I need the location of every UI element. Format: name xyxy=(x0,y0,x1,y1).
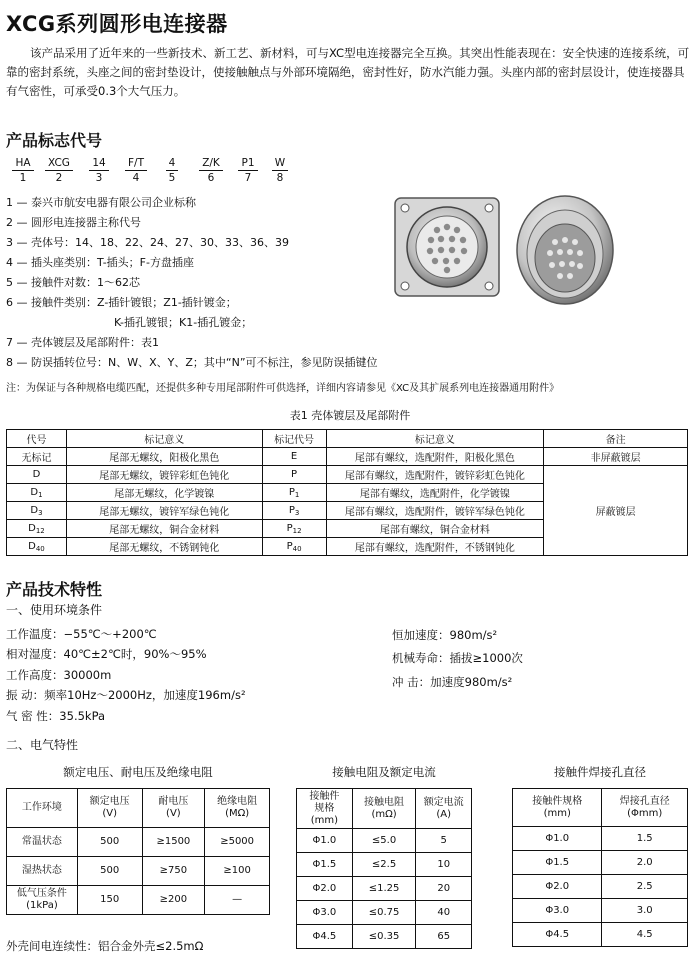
remark-cell: 屏蔽镀层 xyxy=(544,466,688,556)
table-cell: 尾部有螺纹，选配附件，镀锌军绿色钝化 xyxy=(326,502,544,520)
env-heading: 一、使用环境条件 xyxy=(6,603,103,617)
table-cell: $D_{40}$ xyxy=(7,538,67,556)
table-row xyxy=(297,853,472,877)
table-cell: Φ1.0 xyxy=(297,829,353,853)
table-cell: 150 xyxy=(77,886,142,915)
table-cell: ≥750 xyxy=(142,857,205,886)
table-cell: ≤1.25 xyxy=(352,877,416,901)
table-cell: Φ1.5 xyxy=(297,853,353,877)
table-cell: 2.0 xyxy=(602,851,688,875)
table-cell: 5 xyxy=(416,829,472,853)
table-cell: ≤0.35 xyxy=(352,925,416,949)
table2-caption: 额定电压、耐电压及绝缘电阻 xyxy=(63,765,213,779)
section-heading-code: 产品标志代号 xyxy=(6,131,103,150)
table-cell: 3.0 xyxy=(602,899,688,923)
table-row xyxy=(513,851,688,875)
shell-continuity: 外壳间电连续性：铝合金外壳≤2.5mΩ xyxy=(6,939,204,953)
table-cell: E xyxy=(262,448,326,466)
table-header-row xyxy=(7,789,270,828)
table-header: 额定电流 (A) xyxy=(416,789,472,829)
definition-6-cont: K-插孔镀银；K1-插孔镀金； xyxy=(114,316,253,329)
env-mechanical-life: 机械寿命：插拔≥1000次 xyxy=(392,651,523,665)
table-cell: Φ1.5 xyxy=(513,851,602,875)
round-plug-image xyxy=(510,190,620,310)
table3-caption: 接触电阻及额定电流 xyxy=(332,765,436,779)
table-row xyxy=(7,448,688,466)
table-row xyxy=(513,875,688,899)
table2 xyxy=(6,788,270,915)
remark-cell: 非屏蔽镀层 xyxy=(544,448,688,466)
table-cell: 10 xyxy=(416,853,472,877)
table-cell: $P_3$ xyxy=(262,502,326,520)
square-flange-receptacle-image xyxy=(385,194,515,304)
table-cell: Φ4.5 xyxy=(513,923,602,947)
table-row xyxy=(513,899,688,923)
table-header: 焊接孔直径 (Φmm) xyxy=(602,789,688,827)
table-cell: ≤5.0 xyxy=(352,829,416,853)
env-shock: 冲 击：加速度980m/s² xyxy=(392,675,513,689)
definition-6: 6 — 接触件类别：Z-插针镀银；Z1-插针镀金； xyxy=(6,296,237,309)
definition-7: 7 — 壳体镀层及尾部附件：表1 xyxy=(6,336,159,349)
table-row xyxy=(297,829,472,853)
env-altitude: 工作高度：30000m xyxy=(6,668,112,682)
env-acceleration: 恒加速度：980m/s² xyxy=(392,628,498,642)
table-row xyxy=(7,828,270,857)
table-cell: 500 xyxy=(77,828,142,857)
definition-8: 8 — 防误插转位号：N、W、X、Y、Z；其中“N”可不标注，参见防误插键位 xyxy=(6,356,378,369)
page-title: XCG系列圆形电连接器 xyxy=(6,12,228,36)
code-part: Z/K 6 xyxy=(190,156,232,185)
code-breakdown xyxy=(8,156,296,185)
table-cell: $D_{12}$ xyxy=(7,520,67,538)
table-cell: 尾部无螺纹，化学镀镍 xyxy=(66,484,262,502)
code-part: XCG 2 xyxy=(38,156,80,185)
definition-1: 1 — 泰兴市航安电器有限公司企业标称 xyxy=(6,196,196,209)
table-header: 标记意义 xyxy=(66,430,262,448)
table-cell: 湿热状态 xyxy=(7,857,78,886)
table-cell: ≥1500 xyxy=(142,828,205,857)
table-cell: 2.5 xyxy=(602,875,688,899)
table-row xyxy=(7,857,270,886)
table-header: 标记代号 xyxy=(262,430,326,448)
table-cell: 500 xyxy=(77,857,142,886)
table1 xyxy=(6,429,688,556)
table-header: 接触电阻 (mΩ) xyxy=(352,789,416,829)
table-row xyxy=(513,923,688,947)
table-header: 代号 xyxy=(7,430,67,448)
table-header-row xyxy=(297,789,472,829)
table-header: 绝缘电阻 (MΩ) xyxy=(205,789,270,828)
table-cell: ≥100 xyxy=(205,857,270,886)
table-cell: 尾部无螺纹，铜合金材料 xyxy=(66,520,262,538)
table-cell: 尾部无螺纹，镀锌军绿色钝化 xyxy=(66,502,262,520)
code-part: P1 7 xyxy=(232,156,264,185)
table-header: 标记意义 xyxy=(326,430,544,448)
table-header-row xyxy=(7,430,688,448)
env-sealing: 气 密 性：35.5kPa xyxy=(6,709,106,723)
table-cell: 40 xyxy=(416,901,472,925)
table-cell: ≤2.5 xyxy=(352,853,416,877)
table-cell: 4.5 xyxy=(602,923,688,947)
definition-2: 2 — 圆形电连接器主称代号 xyxy=(6,216,141,229)
table1-caption: 表1 壳体镀层及尾部附件 xyxy=(289,409,411,422)
table-cell: D xyxy=(7,466,67,484)
table-cell: 65 xyxy=(416,925,472,949)
table-header: 额定电压 (V) xyxy=(77,789,142,828)
table-cell: Φ2.0 xyxy=(513,875,602,899)
table-cell: 常温状态 xyxy=(7,828,78,857)
table-header: 接触件 规格 (mm) xyxy=(297,789,353,829)
code-definitions xyxy=(6,193,426,373)
table-row xyxy=(7,886,270,915)
table-cell: 低气压条件 (1kPa) xyxy=(7,886,78,915)
env-temperature: 工作温度：−55℃～+200℃ xyxy=(6,627,157,641)
table-cell: Φ4.5 xyxy=(297,925,353,949)
table-cell: P xyxy=(262,466,326,484)
table-header: 耐电压 (V) xyxy=(142,789,205,828)
table3 xyxy=(296,788,472,949)
section-heading-tech: 产品技术特性 xyxy=(6,580,103,599)
table-cell: 无标记 xyxy=(7,448,67,466)
table-row xyxy=(297,901,472,925)
table-cell: $D_1$ xyxy=(7,484,67,502)
table-cell: — xyxy=(205,886,270,915)
table-cell: Φ3.0 xyxy=(513,899,602,923)
table-cell: ≥5000 xyxy=(205,828,270,857)
note-text: 注：为保证与各种规格电缆匹配，还提供多种专用尾部附件可供选择，详细内容请参见《XC及其扩展系列电连接器通用附件》 xyxy=(6,383,560,394)
table-cell: 尾部有螺纹，选配附件，化学镀镍 xyxy=(326,484,544,502)
code-part: HA 1 xyxy=(8,156,38,185)
table-cell: $P_{40}$ xyxy=(262,538,326,556)
table-header: 接触件规格 (mm) xyxy=(513,789,602,827)
table4 xyxy=(512,788,688,947)
table-cell: 尾部有螺纹，铜合金材料 xyxy=(326,520,544,538)
env-vibration: 振 动：频率10Hz～2000Hz，加速度196m/s² xyxy=(6,688,246,702)
table-cell: ≤0.75 xyxy=(352,901,416,925)
table-cell: Φ2.0 xyxy=(297,877,353,901)
table-cell: Φ3.0 xyxy=(297,901,353,925)
table4-caption: 接触件焊接孔直径 xyxy=(554,765,646,779)
table-cell: 尾部无螺纹，不锈钢钝化 xyxy=(66,538,262,556)
table-cell: ≥200 xyxy=(142,886,205,915)
definition-3: 3 — 壳体号：14、18、22、24、27、30、33、36、39 xyxy=(6,236,289,249)
code-part: 14 3 xyxy=(80,156,118,185)
table-cell: 1.5 xyxy=(602,827,688,851)
table-row xyxy=(297,877,472,901)
code-part: F/T 4 xyxy=(118,156,154,185)
table-cell: 20 xyxy=(416,877,472,901)
table-header: 备注 xyxy=(544,430,688,448)
table-row xyxy=(297,925,472,949)
intro-paragraph: 该产品采用了近年来的一些新技术、新工艺、新材料，可与XC型电连接器完全互换。其突出性能表现在：安全快速的连接系统，可靠的密封系统，头座之间的密封垫设计，使接触触点与外部环境隔绝，密封性好，防水汽能力强。头座内部的密封层设计，使连接器具有气密性，可承受0.3个大气压力。 xyxy=(6,46,690,98)
table-cell: 尾部无螺纹，镀锌彩虹色钝化 xyxy=(66,466,262,484)
table-row xyxy=(513,827,688,851)
table-row xyxy=(7,466,688,484)
table-cell: Φ1.0 xyxy=(513,827,602,851)
env-humidity: 相对湿度：40℃±2℃时，90%～95% xyxy=(6,647,207,661)
table-cell: 尾部有螺纹，选配附件，镀锌彩虹色钝化 xyxy=(326,466,544,484)
code-part: W 8 xyxy=(264,156,296,185)
table-header: 工作环境 xyxy=(7,789,78,828)
elec-heading: 二、电气特性 xyxy=(6,738,79,752)
code-part: 4 5 xyxy=(154,156,190,185)
table-header-row xyxy=(513,789,688,827)
table-cell: $P_{12}$ xyxy=(262,520,326,538)
table-cell: $P_1$ xyxy=(262,484,326,502)
definition-5: 5 — 接触件对数：1～62芯 xyxy=(6,276,140,289)
table-cell: 尾部无螺纹，阳极化黑色 xyxy=(66,448,262,466)
definition-4: 4 — 插头座类别：T-插头；F-方盘插座 xyxy=(6,256,194,269)
table-cell: $D_3$ xyxy=(7,502,67,520)
table-cell: 尾部有螺纹，选配附件，不锈钢钝化 xyxy=(326,538,544,556)
table-cell: 尾部有螺纹，选配附件，阳极化黑色 xyxy=(326,448,544,466)
